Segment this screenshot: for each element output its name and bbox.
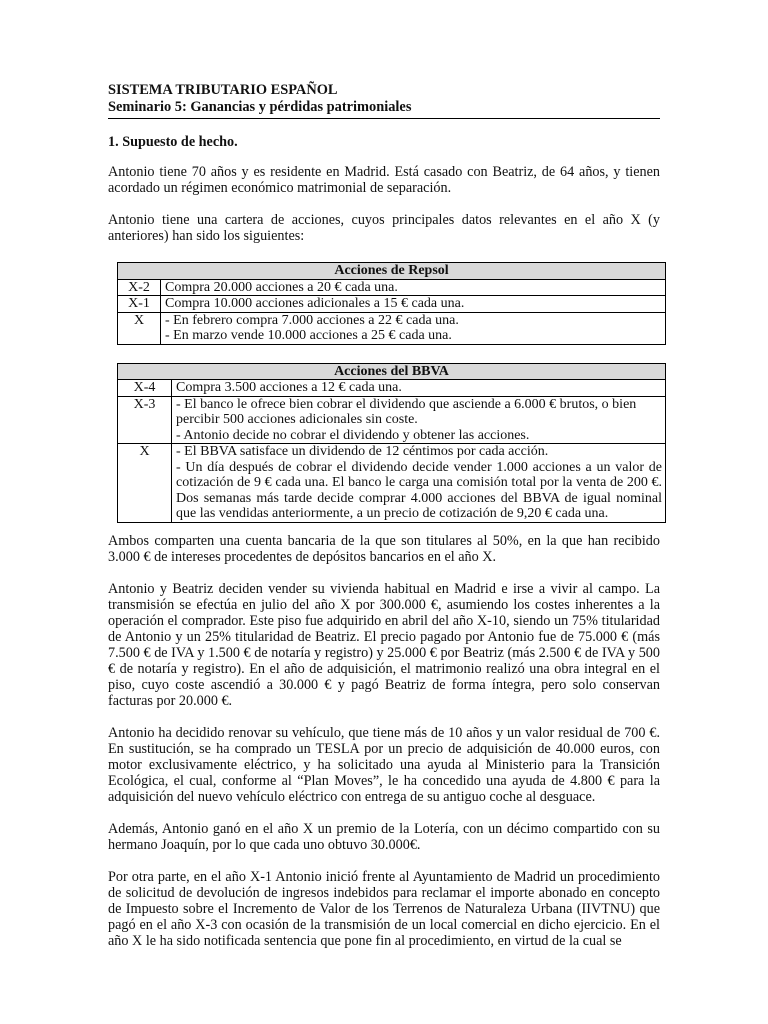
year-cell: X-2	[118, 279, 161, 296]
section-heading: 1. Supuesto de hecho.	[108, 134, 238, 150]
description-cell: - El banco le ofrece bien cobrar el dividendo que asciende a 6.000 € brutos, o bien percibir 500 acciones adicionales sin coste. - Antonio decide no cobrar el dividendo y obtener las acciones.	[172, 396, 666, 444]
paragraph-housing: Antonio y Beatriz deciden vender su vivienda habitual en Madrid e irse a vivir al campo. La transmisión se efectúa en julio del año X por 300.000 €, asumiendo los costes inherentes a la operación el comprador. Este piso fue adquirido en abril del año X-10, siendo un 75% titularidad de Antonio y un 25% titularidad de Beatriz. El precio pagado por Antonio fue de 75.000 € (más 7.500 € de IVA y 1.500 € de notaría y registro) y 25.000 € por Beatriz (más 2.500 € de IVA y 500 € de notaría y registro). En el año de adquisición, el matrimonio realizó una obra integral en el piso, cuyo coste ascendió a 30.000 € y pagó Beatriz de forma íntegra, pero solo conservan facturas por 20.000 €.	[108, 580, 660, 709]
year-cell: X	[118, 444, 172, 523]
paragraph-vehicle: Antonio ha decidido renovar su vehículo, que tiene más de 10 años y un valor residual de 700 €. En sustitución, se ha comprado un TESLA por un precio de adquisición de 40.000 euros, con motor exclusivamente eléctrico, y ha solicitado una ayuda al Ministerio para la Transición Ecológica, el cual, conforme al “Plan Moves”, le ha concedido una ayuda de 4.800 € para la adquisición del nuevo vehículo eléctrico con entrega de su antiguo coche al desguace.	[108, 724, 660, 805]
document-subtitle: Seminario 5: Ganancias y pérdidas patrimoniales	[108, 99, 660, 119]
bbva-table	[117, 363, 666, 523]
paragraph-refund: Por otra parte, en el año X-1 Antonio inició frente al Ayuntamiento de Madrid un procedimiento de solicitud de devolución de ingresos indebidos para reclamar el importe abonado en concepto de Impuesto sobre el Incremento de Valor de los Terrenos de Naturaleza Urbana (IIVTNU) que pagó en el año X-3 con ocasión de la transmisión de un local comercial en dicho ejercicio. En el año X le ha sido notificada sentencia que pone fin al procedimiento, en virtud de la cual se	[108, 868, 660, 949]
paragraph-lottery: Además, Antonio ganó en el año X un premio de la Lotería, con un décimo compartido con su hermano Joaquín, por lo que cada uno obtuvo 30.000€.	[108, 820, 660, 853]
description-cell: Compra 10.000 acciones adicionales a 15 € cada una.	[161, 296, 666, 313]
document-page	[108, 82, 660, 949]
description-cell: Compra 3.500 acciones a 12 € cada una.	[172, 380, 666, 397]
table-row	[118, 396, 666, 444]
table-row	[118, 380, 666, 397]
repsol-table	[117, 262, 666, 345]
year-cell: X-4	[118, 380, 172, 397]
description-cell: Compra 20.000 acciones a 20 € cada una.	[161, 279, 666, 296]
year-cell: X	[118, 312, 161, 344]
paragraph-portfolio: Antonio tiene una cartera de acciones, cuyos principales datos relevantes en el año X (y anteriores) han sido los siguientes:	[108, 212, 660, 244]
table-row	[118, 444, 666, 523]
repsol-table-header: Acciones de Repsol	[118, 263, 666, 280]
year-cell: X-3	[118, 396, 172, 444]
table-row	[118, 296, 666, 313]
paragraph-bank-account: Ambos comparten una cuenta bancaria de la que son titulares al 50%, en la que han recibido 3.000 € de intereses procedentes de depósitos bancarios en el año X.	[108, 532, 660, 565]
bbva-table-header: Acciones del BBVA	[118, 363, 666, 380]
paragraph-intro: Antonio tiene 70 años y es residente en Madrid. Está casado con Beatriz, de 64 años, y tienen acordado un régimen económico matrimonial de separación.	[108, 164, 660, 196]
year-cell: X-1	[118, 296, 161, 313]
table-row	[118, 279, 666, 296]
document-title: SISTEMA TRIBUTARIO ESPAÑOL	[108, 82, 338, 98]
description-cell: - El BBVA satisface un dividendo de 12 céntimos por cada acción. - Un día después de cobrar el dividendo decide vender 1.000 acciones a un valor de cotización de 9 € cada una. El banco le carga una comisión total por la venta de 200 €. Dos semanas más tarde decide comprar 4.000 acciones del BBVA de igual nominal que las vendidas anteriormente, a un precio de cotización de 9,20 € cada una.	[172, 444, 666, 523]
table-row	[118, 312, 666, 344]
description-cell: - En febrero compra 7.000 acciones a 22 € cada una. - En marzo vende 10.000 acciones a 25 € cada una.	[161, 312, 666, 344]
